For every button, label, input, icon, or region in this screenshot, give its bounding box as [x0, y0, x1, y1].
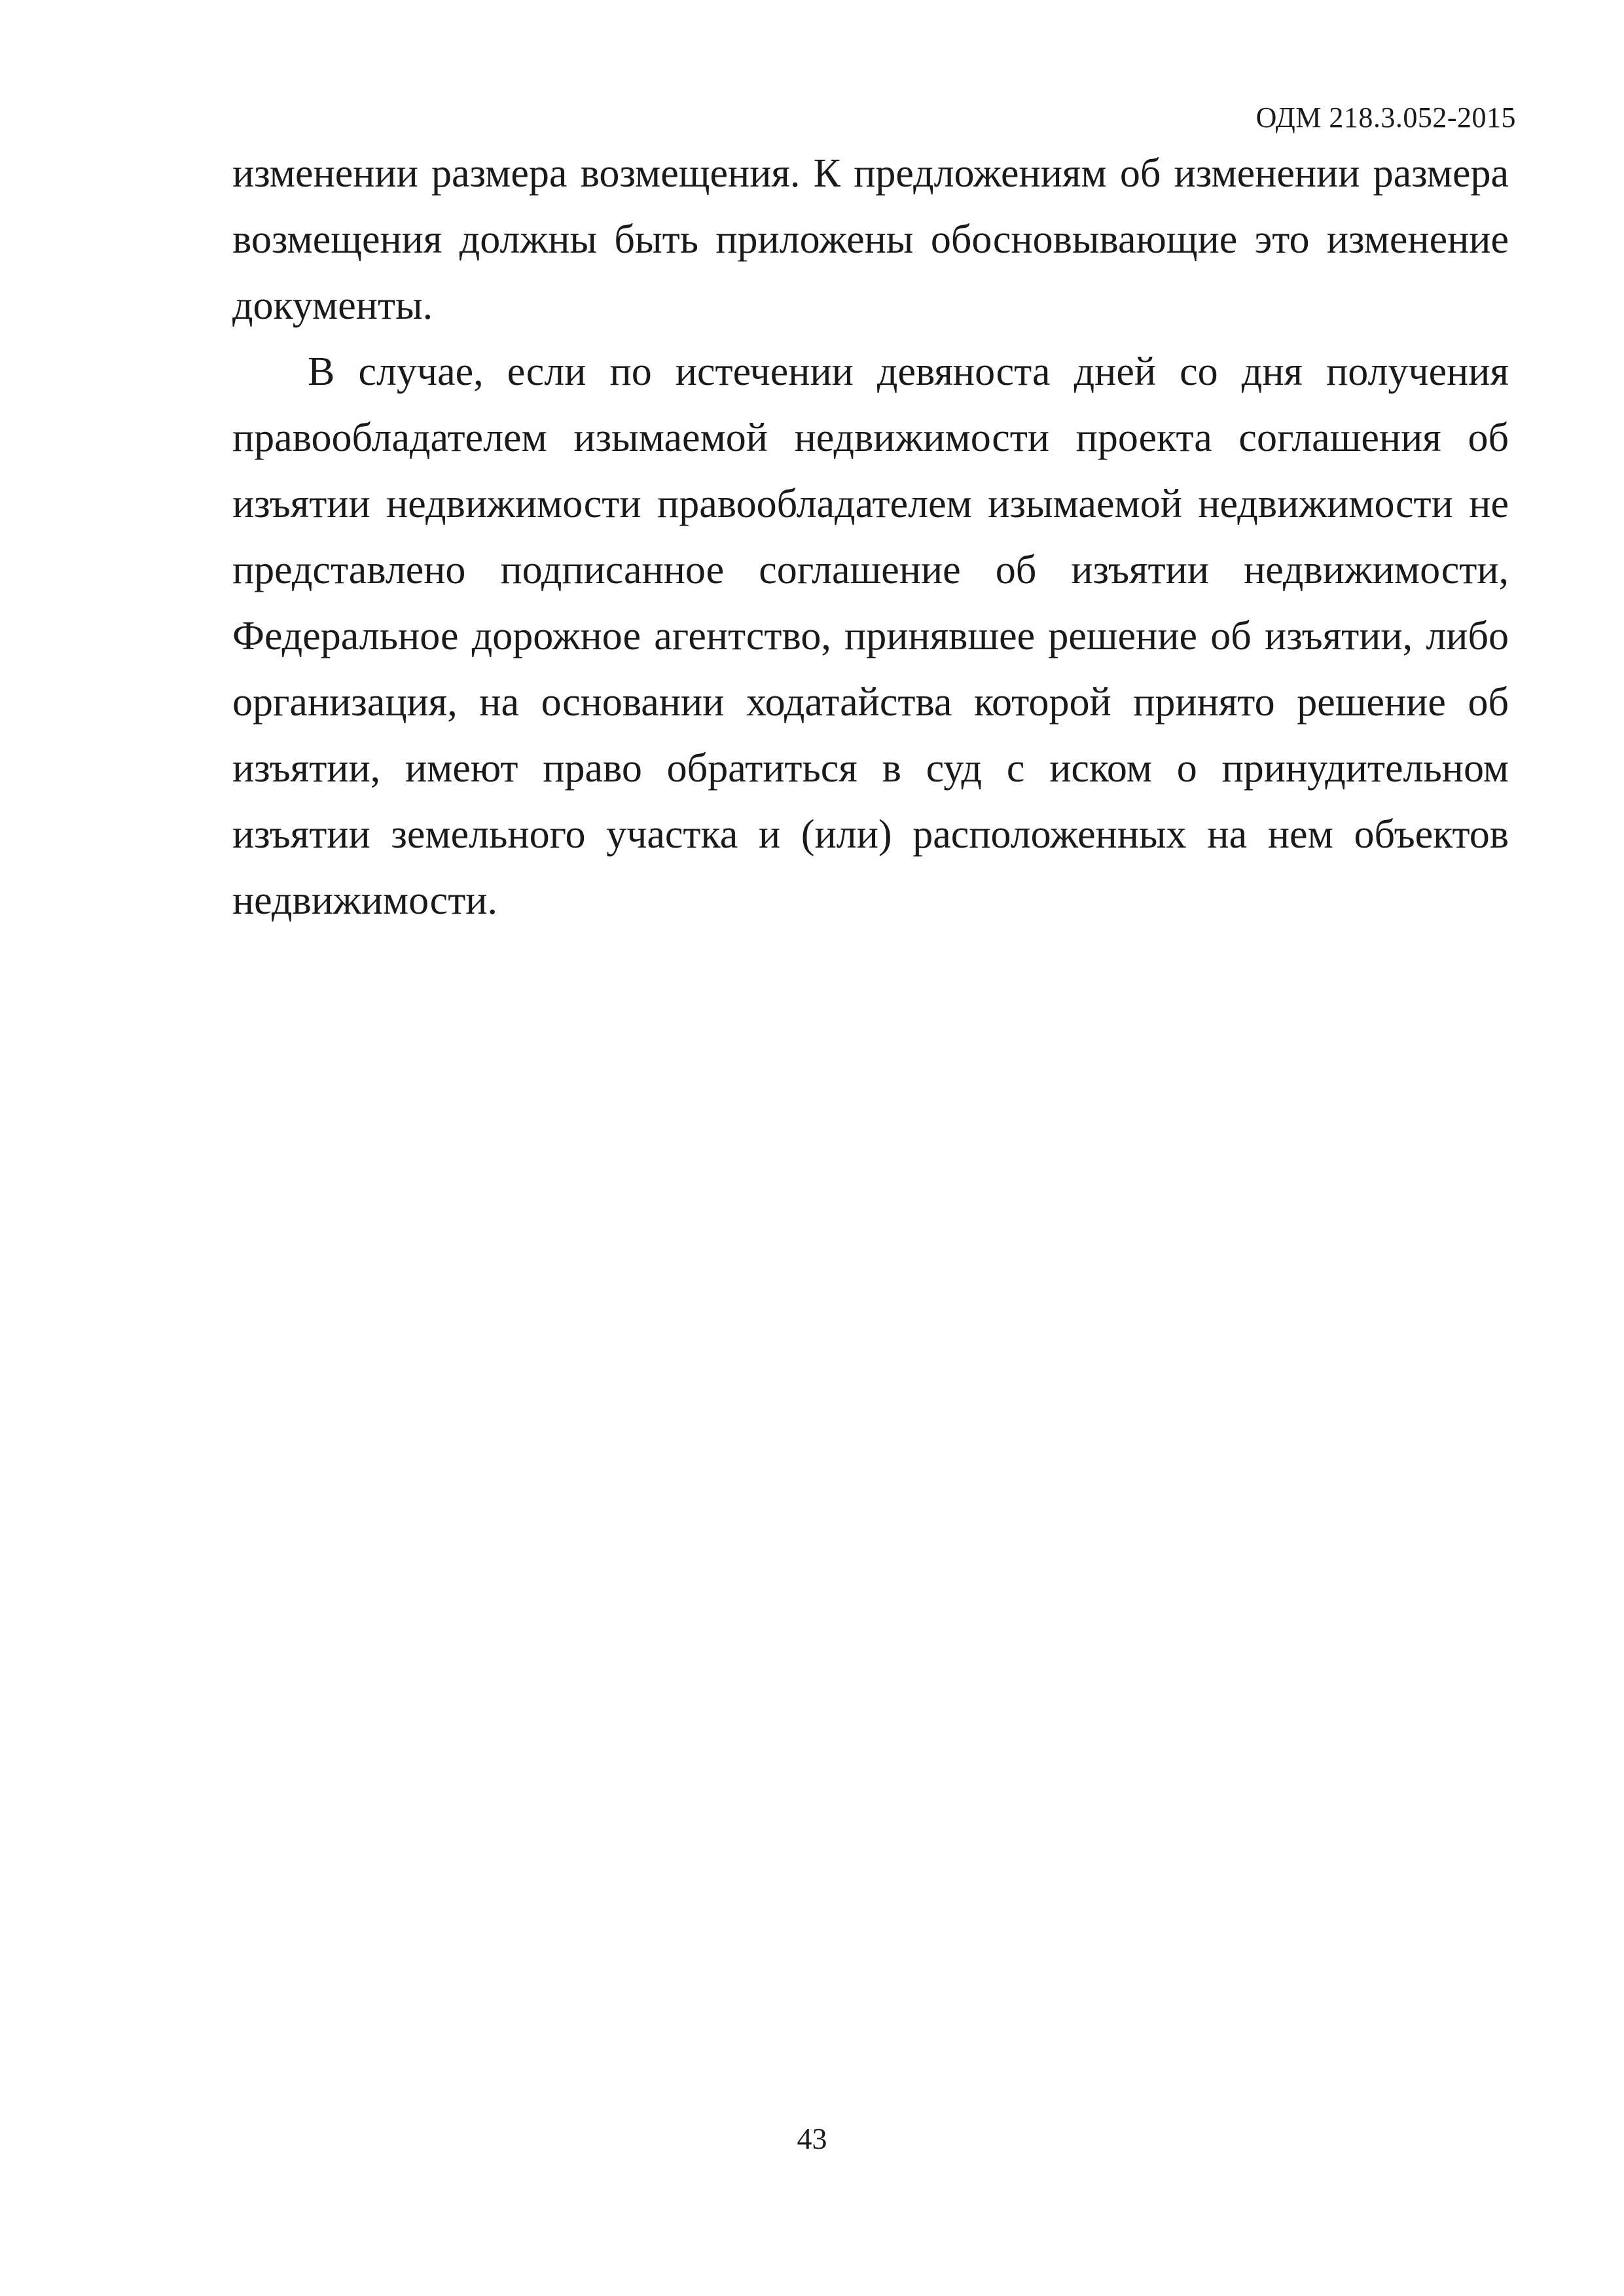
document-body — [232, 141, 1509, 934]
page-number: 43 — [797, 2122, 827, 2155]
document-code: ОДМ 218.3.052-2015 — [1255, 101, 1516, 134]
paragraph: В случае, если по истечении девяноста дней со дня получения правообладателем изымаемой недвижимости проекта соглашения об изъятии недвижимости правообладателем изымаемой недвижимости не представлено подписанное соглашение об изъятии недвижимости, Федеральное дорожное агентство, принявшее решение об изъятии, либо организация, на основании ходатайства которой принято решение об изъятии, имеют право обратиться в суд с иском о принудительном изъятии земельного участка и (или) расположенных на нем объектов недвижимости. — [232, 350, 1509, 923]
paragraph-continuation: изменении размера возмещения. К предложениям об изменении размера возмещения должны быть приложены обосновывающие это изменение документы. — [232, 151, 1509, 328]
